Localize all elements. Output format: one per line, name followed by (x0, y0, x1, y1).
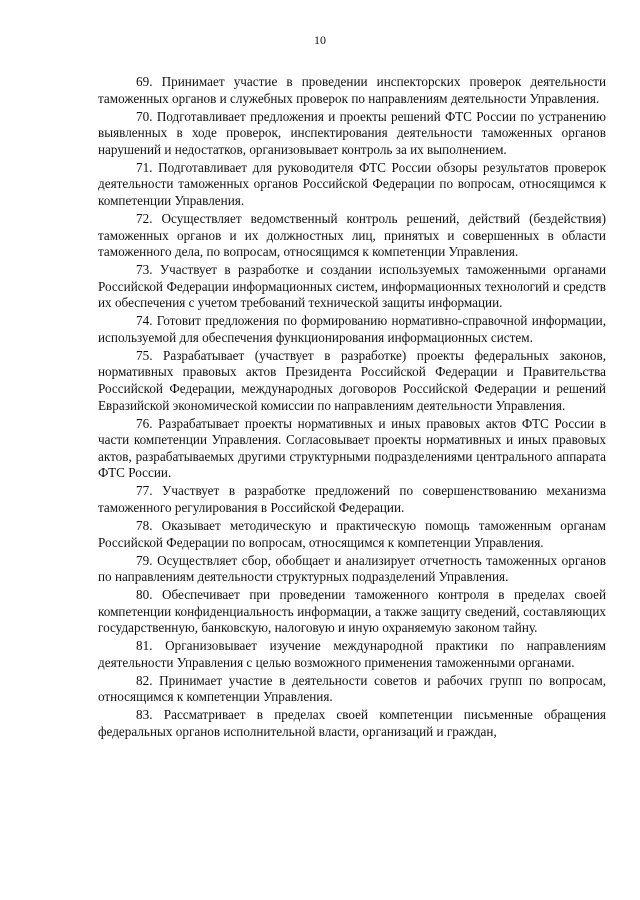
paragraph-number: 83. (136, 707, 153, 723)
paragraph-text: Разрабатывает проекты нормативных и иных правовых актов ФТС России в части компетенции Управления. Согласовывает проекты нормативных и иных правовых актов, разрабатываемых другими структурными подразделениями центрального аппарата ФТС России. (98, 415, 607, 481)
paragraph-text: Разрабатывает (участвует в разработке) проекты федеральных законов, нормативных правовых актов Президента Российской Федерации и Правительства Российской Федерации, международных договоров Российской Федерации и решений Евразийской экономической комиссии по направлениям деятельности Управления. (98, 347, 606, 413)
paragraph-text: Осуществляет ведомственный контроль решений, действий (бездействия) таможенных органов и их должностных лиц, принятых и совершенных в области таможенного дела, по вопросам, относящимся к компетенции Управления. (98, 210, 606, 260)
paragraph-text: Осуществляет сбор, обобщает и анализирует отчетность таможенных органов по направлениям деятельности структурных подразделений Управления. (98, 552, 607, 585)
paragraph-number: 75. (136, 347, 153, 363)
paragraph-text: Принимает участие в деятельности советов и рабочих групп по вопросам, относящимся к компетенции Управления. (98, 672, 606, 705)
paragraph (98, 211, 606, 261)
paragraph-number: 72. (136, 210, 153, 226)
paragraph-number: 74. (136, 313, 153, 329)
paragraph-text: Участвует в разработке и создании используемых таможенными органами Российской Федерации информационных систем, информационных технологий и средств их обеспечения с учетом требований технической защиты информации. (98, 262, 607, 311)
paragraph-text: Рассматривает в пределах своей компетенции письменные обращения федеральных органов исполнительной власти, организаций и граждан, (98, 707, 606, 740)
paragraph-text: Подготавливает для руководителя ФТС России обзоры результатов проверок деятельности таможенных органов Российской Федерации по вопросам, относящимся к компетенции Управления. (98, 159, 606, 208)
page-number: 10 (314, 33, 326, 47)
paragraph (98, 673, 606, 706)
paragraph (98, 109, 606, 159)
paragraph-text: Готовит предложения по формированию нормативно-справочной информации, используемой для обеспечения функционирования информационных систем. (98, 313, 606, 345)
paragraph-text: Подготавливает предложения и проекты решений ФТС России по устранению выявленных в ходе проверок, инспектирования деятельности таможенных органов нарушений и недостатков, организовывает контроль за их выполнением. (98, 108, 606, 157)
paragraph (98, 587, 606, 637)
paragraph-number: 70. (136, 108, 153, 124)
paragraph (98, 416, 606, 482)
paragraph (98, 262, 606, 312)
paragraph-number: 69. (136, 74, 153, 89)
paragraph-number: 82. (136, 672, 153, 688)
paragraph-number: 73. (136, 262, 153, 278)
paragraph-number: 71. (136, 159, 153, 175)
paragraph (98, 348, 606, 414)
paragraph (98, 160, 606, 210)
document-body (98, 74, 606, 741)
paragraph (98, 553, 606, 586)
paragraph-text: Обеспечивает при проведении таможенного контроля в пределах своей компетенции конфиденциальность информации, а также защиту сведений, составляющих государственную, банковскую, налоговую и иную охраняемую законом тайну. (98, 587, 607, 636)
paragraph-number: 81. (136, 638, 153, 654)
paragraph (98, 518, 606, 551)
paragraph-number: 80. (136, 587, 153, 603)
paragraph (98, 313, 606, 346)
paragraph-number: 77. (136, 483, 153, 499)
paragraph (98, 74, 606, 107)
paragraph-text: Организовывает изучение международной практики по направлениям деятельности Управления с целью возможного применения таможенными органами. (98, 638, 607, 670)
paragraph (98, 638, 606, 671)
paragraph (98, 483, 606, 516)
paragraph-number: 76. (136, 415, 153, 431)
paragraph-text: Оказывает методическую и практическую помощь таможенным органам Российской Федерации по вопросам, относящимся к компетенции Управления. (98, 517, 606, 550)
paragraph-number: 79. (136, 552, 153, 568)
paragraph (98, 707, 606, 740)
paragraph-number: 78. (136, 517, 153, 533)
paragraph-text: Участвует в разработке предложений по совершенствованию механизма таможенного регулирования в Российской Федерации. (98, 483, 607, 515)
paragraph-text: Принимает участие в проведении инспекторских проверок деятельности таможенных органов и служебных проверок по направлениям деятельности Управления. (98, 74, 607, 106)
